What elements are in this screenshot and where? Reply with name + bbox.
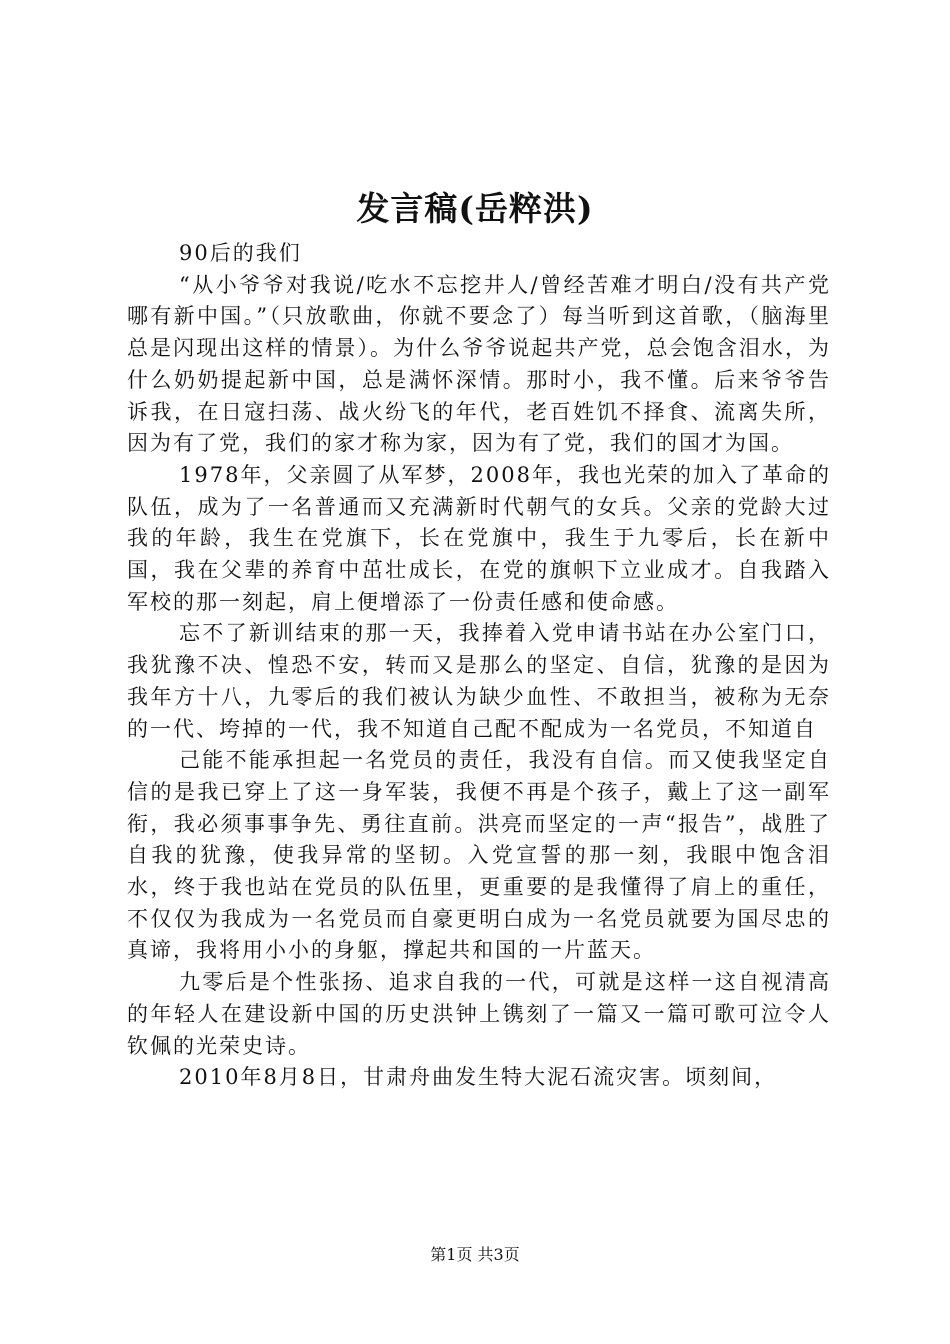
paragraph-3: 忘不了新训结束的那一天，我捧着入党申请书站在办公室门口，我犹豫不决、惶恐不安，转而又是那么的坚定、自信，犹豫的是因为我年方十八，九零后的我们被认为缺少血性、不敢担当，被称为无奈的一代、垮掉的一代，我不知道自己配不配成为一名党员，不知道自 <box>127 621 831 741</box>
paragraph-1: “从小爷爷对我说/吃水不忘挖井人/曾经苦难才明白/没有共产党哪有新中国。”（只放歌曲，你就不要念了）每当听到这首歌，（脑海里总是闪现出这样的情景）。为什么爷爷说起共产党，总会饱含泪水，为什么奶奶提起新中国，总是满怀深情。那时小，我不懂。后来爷爷告诉我，在日寇扫荡、战火纷飞的年代，老百姓饥不择食、流离失所，因为有了党，我们的家才称为家，因为有了党，我们的国才为国。 <box>127 272 831 456</box>
paragraph-4: 己能不能承担起一名党员的责任，我没有自信。而又使我坚定自信的是我已穿上了这一身军装，我便不再是个孩子，戴上了这一副军衔，我必须事事争先、勇往直前。洪亮而坚定的一声“报告”，战胜了自我的犹豫，使我异常的坚韧。入党宣誓的那一刻，我眼中饱含泪水，终于我也站在党员的队伍里，更重要的是我懂得了肩上的重任，不仅仅为我成为一名党员而自豪更明白成为一名党员就要为国尽忠的真谛，我将用小小的身躯，撑起共和国的一片蓝天。 <box>127 748 831 963</box>
paragraph-5: 九零后是个性张扬、追求自我的一代，可就是这样一这自视清高的年轻人在建设新中国的历史洪钟上镌刻了一篇又一篇可歌可泣令人钦佩的光荣史诗。 <box>127 970 831 1058</box>
paragraph-heading: 90后的我们 <box>179 241 302 265</box>
paragraph-6: 2010年8月8日，甘肃舟曲发生特大泥石流灾害。顷刻间， <box>179 1065 778 1090</box>
document-title: 发言稿(岳粹洪) <box>356 189 594 228</box>
document-body <box>127 238 831 1094</box>
page-footer: 第1页 共3页 <box>430 1245 520 1264</box>
paragraph-2: 1978年，父亲圆了从军梦，2008年，我也光荣的加入了革命的队伍，成为了一名普通而又充满新时代朝气的女兵。父亲的党龄大过我的年龄，我生在党旗下，长在党旗中，我生于九零后，长在新中国，我在父辈的养育中茁壮成长，在党的旗帜下立业成才。自我踏入军校的那一刻起，肩上便增添了一份责任感和使命感。 <box>127 462 831 614</box>
